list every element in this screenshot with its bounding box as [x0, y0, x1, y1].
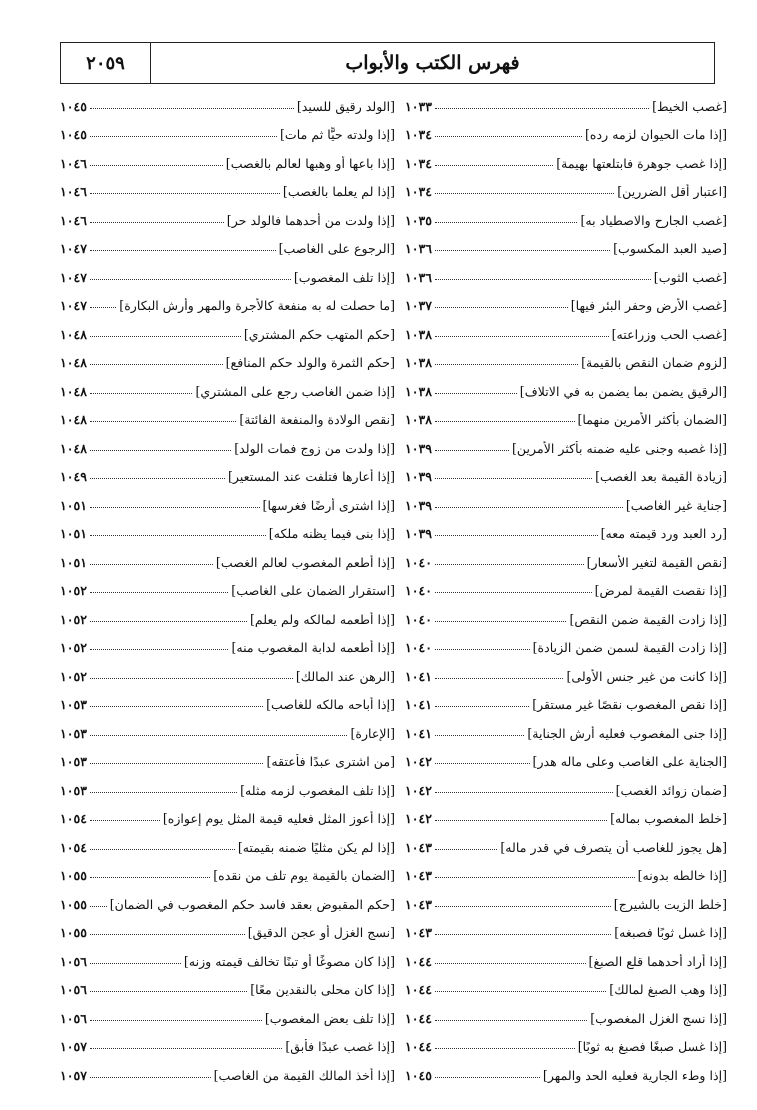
dot-leader [435, 706, 529, 707]
entry-title: [إذا ولدت من أحدهما فالولد حر] [226, 212, 395, 228]
index-entry [405, 520, 727, 549]
dot-leader [90, 1020, 262, 1021]
entry-title: [الرجوع على الغاصب] [278, 241, 395, 257]
entry-title: [إذا أعارها فتلفت عند المستعير] [228, 469, 395, 485]
entry-page-number: ١٠٣٨ [405, 355, 433, 371]
entry-title: [إذا غصبه وجنى عليه ضمنه بأكثر الأمرين] [512, 440, 727, 456]
index-entry [405, 292, 727, 321]
dot-leader [90, 1077, 211, 1078]
index-entry [405, 1004, 727, 1033]
entry-title: [إذا لم يكن مثليًا ضمنه بقيمته] [237, 839, 395, 855]
entry-title: [إذا مات الحيوان لزمه رده] [585, 127, 727, 143]
entry-title: [الإعارة] [350, 725, 395, 741]
entry-title: [الرقيق يضمن بما يضمن به في الاتلاف] [519, 383, 727, 399]
entry-title: [إذا ولدته حيًّا ثم مات] [280, 127, 395, 143]
entry-title: [الرهن عند المالك] [295, 668, 395, 684]
entry-page-number: ١٠٤١ [405, 725, 433, 741]
dot-leader [90, 820, 160, 821]
dot-leader [435, 336, 609, 337]
entry-page-number: ١٠٥٦ [60, 953, 88, 969]
dot-leader [90, 507, 259, 508]
index-entry [60, 292, 395, 321]
entry-page-number: ١٠٥٢ [60, 611, 88, 627]
dot-leader [435, 763, 529, 764]
dot-leader [90, 678, 293, 679]
page-title: فهرس الكتب والأبواب [345, 52, 520, 74]
entry-page-number: ١٠٥٧ [60, 1067, 88, 1083]
index-entry [405, 719, 727, 748]
entry-page-number: ١٠٥٥ [60, 925, 88, 941]
entry-title: [إذا زادت القيمة لسمن ضمن الزيادة] [532, 640, 727, 656]
index-entry [60, 1004, 395, 1033]
index-entry [405, 1061, 727, 1090]
entry-title: [إذا أباحه مالكه للغاصب] [266, 697, 395, 713]
dot-leader [435, 108, 649, 109]
index-entry [405, 263, 727, 292]
entry-title: [إذا أطعم المغصوب لعالم الغصب] [215, 554, 395, 570]
dot-leader [435, 421, 574, 422]
entry-title: [إذا ضمن الغاصب رجع على المشتري] [195, 383, 395, 399]
index-entry [60, 691, 395, 720]
dot-leader [90, 250, 276, 251]
entry-title: [نقص القيمة لتغير الأسعار] [586, 554, 727, 570]
index-entry [405, 178, 727, 207]
entry-page-number: ١٠٤٢ [405, 754, 433, 770]
index-entry [405, 92, 727, 121]
index-entry [60, 634, 395, 663]
entry-page-number: ١٠٥٣ [60, 782, 88, 798]
entry-page-number: ١٠٤٤ [405, 982, 433, 998]
entry-title: [إذا أعوز المثل فعليه قيمة المثل يوم إعوازه] [162, 811, 395, 827]
index-entry [60, 1061, 395, 1090]
entry-page-number: ١٠٤٥ [405, 1067, 433, 1083]
entry-page-number: ١٠٥٣ [60, 697, 88, 713]
entry-page-number: ١٠٤٠ [405, 611, 433, 627]
entry-title: [إذا وهب الصبغ لمالك] [609, 982, 727, 998]
index-entry [60, 320, 395, 349]
entry-title: [إذا اشترى أرضًا فغرسها] [262, 497, 395, 513]
entry-title: [حكم المتهب حكم المشتري] [243, 326, 395, 342]
entry-title: [إذا كان محلى بالنقدين معًا] [250, 982, 395, 998]
entry-title: [خلط المغصوب بماله] [610, 811, 727, 827]
entry-page-number: ١٠٤٧ [60, 241, 88, 257]
index-entry [60, 235, 395, 264]
entry-page-number: ١٠٥٢ [60, 640, 88, 656]
entry-page-number: ١٠٥٣ [60, 754, 88, 770]
dot-leader [90, 108, 294, 109]
dot-leader [90, 877, 210, 878]
index-entry [60, 92, 395, 121]
entry-title: [الولد رقيق للسيد] [296, 98, 395, 114]
index-entry [60, 463, 395, 492]
index-entry [60, 548, 395, 577]
entry-page-number: ١٠٤٢ [405, 782, 433, 798]
index-entry [60, 577, 395, 606]
entry-title: [إذا غسل صبغًا فصبغ به ثوبًا] [577, 1039, 727, 1055]
dot-leader [90, 792, 237, 793]
entry-page-number: ١٠٤٠ [405, 554, 433, 570]
index-column-left [60, 92, 395, 1090]
entry-title: [نقص الولادة والمنفعة الفائتة] [239, 412, 395, 428]
entry-page-number: ١٠٤٧ [60, 298, 88, 314]
dot-leader [435, 222, 577, 223]
dot-leader [435, 1020, 587, 1021]
index-entry [405, 577, 727, 606]
entry-page-number: ١٠٣٤ [405, 127, 433, 143]
entry-page-number: ١٠٥٤ [60, 839, 88, 855]
entry-title: [ما حصلت له به منفعة كالأجرة والمهر وأرش البكارة] [119, 298, 395, 314]
dot-leader [435, 1048, 575, 1049]
index-entry [405, 349, 727, 378]
dot-leader [90, 592, 228, 593]
dot-leader [435, 592, 592, 593]
index-entry [60, 1033, 395, 1062]
entry-page-number: ١٠٤٨ [60, 355, 88, 371]
entry-title: [غصب الثوب] [653, 269, 727, 285]
entry-title: [ضمان زوائد الغصب] [615, 782, 727, 798]
index-entry [405, 463, 727, 492]
index-entry [60, 719, 395, 748]
dot-leader [435, 250, 610, 251]
entry-page-number: ١٠٥١ [60, 554, 88, 570]
dot-leader [435, 849, 497, 850]
dot-leader [90, 621, 247, 622]
index-entry [60, 206, 395, 235]
entry-page-number: ١٠٣٩ [405, 469, 433, 485]
dot-leader [90, 849, 235, 850]
entry-page-number: ١٠٤٣ [405, 925, 433, 941]
dot-leader [90, 193, 280, 194]
entry-page-number: ١٠٤٣ [405, 839, 433, 855]
entry-title: [من اشترى عبدًا فأعتقه] [266, 754, 395, 770]
entry-page-number: ١٠٣٩ [405, 497, 433, 513]
index-entry [405, 121, 727, 150]
dot-leader [435, 307, 568, 308]
entry-page-number: ١٠٣٨ [405, 383, 433, 399]
dot-leader [90, 763, 263, 764]
entry-title: [جناية غير الغاصب] [625, 497, 727, 513]
entry-page-number: ١٠٣٥ [405, 212, 433, 228]
entry-title: [خلط الزيت بالشيرج] [613, 896, 727, 912]
entry-title: [إذا باعها أو وهبها لعالم بالغصب] [225, 155, 395, 171]
entry-page-number: ١٠٣٦ [405, 241, 433, 257]
index-entry [405, 434, 727, 463]
dot-leader [435, 735, 524, 736]
entry-page-number: ١٠٣٤ [405, 184, 433, 200]
entry-title: [إذا تلف المغصوب] [293, 269, 395, 285]
index-entry [405, 634, 727, 663]
dot-leader [435, 450, 509, 451]
dot-leader [435, 393, 517, 394]
index-entry [405, 605, 727, 634]
dot-leader [435, 678, 563, 679]
index-entry [405, 235, 727, 264]
entry-page-number: ١٠٤٠ [405, 640, 433, 656]
entry-title: [إذا أطعمه لدابة المغصوب منه] [231, 640, 395, 656]
entry-page-number: ١٠٥٦ [60, 1010, 88, 1026]
entry-page-number: ١٠٤٩ [60, 469, 88, 485]
dot-leader [435, 364, 578, 365]
index-entry [405, 662, 727, 691]
dot-leader [90, 307, 116, 308]
dot-leader [435, 934, 611, 935]
entry-title: [إذا نقص المغصوب نقصًا غير مستقر] [532, 697, 727, 713]
entry-page-number: ١٠٣٤ [405, 155, 433, 171]
index-entry [60, 377, 395, 406]
index-entry [405, 406, 727, 435]
entry-page-number: ١٠٥١ [60, 526, 88, 542]
index-entry [60, 605, 395, 634]
entry-title: [لزوم ضمان النقص بالقيمة] [581, 355, 727, 371]
entry-page-number: ١٠٤٦ [60, 184, 88, 200]
dot-leader [90, 279, 291, 280]
index-entry [60, 520, 395, 549]
entry-page-number: ١٠٤٨ [60, 383, 88, 399]
dot-leader [435, 165, 553, 166]
entry-page-number: ١٠٤٦ [60, 212, 88, 228]
entry-page-number: ١٠٤٠ [405, 583, 433, 599]
dot-leader [435, 478, 592, 479]
dot-leader [435, 877, 635, 878]
entry-page-number: ١٠٥٢ [60, 583, 88, 599]
entry-title: [إذا غصب جوهرة فابتلعتها بهيمة] [556, 155, 727, 171]
entry-title: [اعتبار أقل الضررين] [617, 184, 727, 200]
dot-leader [90, 934, 245, 935]
index-entry [405, 890, 727, 919]
index-entry [60, 947, 395, 976]
index-entry [405, 748, 727, 777]
entry-page-number: ١٠٤٨ [60, 440, 88, 456]
dot-leader [435, 507, 623, 508]
dot-leader [90, 564, 213, 565]
index-entry [405, 805, 727, 834]
entry-title: [غصب الأرض وحفر البئر فيها] [570, 298, 727, 314]
page-number: ٢٠٥٩ [61, 43, 151, 83]
index-entry [405, 947, 727, 976]
index-entry [405, 833, 727, 862]
entry-title: [غصب الجارح والاصطياد به] [580, 212, 727, 228]
entry-page-number: ١٠٤١ [405, 668, 433, 684]
dot-leader [90, 450, 231, 451]
entry-page-number: ١٠٣٣ [405, 98, 433, 114]
entry-page-number: ١٠٣٨ [405, 412, 433, 428]
entry-page-number: ١٠٥٥ [60, 896, 88, 912]
index-entry [60, 491, 395, 520]
entry-page-number: ١٠٤٨ [60, 326, 88, 342]
dot-leader [435, 906, 611, 907]
entry-title: [إذا وطء الجارية فعليه الحد والمهر] [542, 1067, 727, 1083]
entry-title: [إذا زادت القيمة ضمن النقص] [569, 611, 727, 627]
dot-leader [90, 963, 181, 964]
dot-leader [90, 706, 263, 707]
index-entry [60, 263, 395, 292]
entry-page-number: ١٠٣٨ [405, 326, 433, 342]
entry-page-number: ١٠٥٤ [60, 811, 88, 827]
dot-leader [435, 136, 582, 137]
dot-leader [90, 535, 266, 536]
entry-title: [صيد العبد المكسوب] [613, 241, 727, 257]
entry-page-number: ١٠٤٤ [405, 1039, 433, 1055]
index-entry [405, 491, 727, 520]
index-entry [60, 149, 395, 178]
page-header [60, 42, 715, 84]
dot-leader [90, 906, 107, 907]
entry-title: [إذا خالطه بدونه] [637, 868, 727, 884]
index-entry [60, 919, 395, 948]
dot-leader [435, 649, 530, 650]
entry-title: [نسج الغزل أو عجن الدقيق] [247, 925, 395, 941]
index-entry [60, 406, 395, 435]
dot-leader [90, 222, 224, 223]
entry-page-number: ١٠٥١ [60, 497, 88, 513]
index-column-right [405, 92, 727, 1090]
entry-page-number: ١٠٣٦ [405, 269, 433, 285]
dot-leader [90, 336, 241, 337]
index-entry [60, 121, 395, 150]
entry-title: [هل يجوز للغاصب أن يتصرف في قدر ماله] [500, 839, 727, 855]
index-entry [405, 377, 727, 406]
dot-leader [90, 421, 236, 422]
dot-leader [435, 535, 598, 536]
entry-title: [إذا لم يعلما بالغصب] [282, 184, 395, 200]
entry-title: [الضمان بالقيمة يوم تلف من نقده] [213, 868, 395, 884]
entry-page-number: ١٠٣٩ [405, 526, 433, 542]
entry-page-number: ١٠٤٢ [405, 811, 433, 827]
entry-page-number: ١٠٤٨ [60, 412, 88, 428]
entry-page-number: ١٠٤٥ [60, 98, 88, 114]
entry-title: [حكم الثمرة والولد حكم المنافع] [225, 355, 395, 371]
entry-page-number: ١٠٤٣ [405, 896, 433, 912]
dot-leader [435, 792, 613, 793]
dot-leader [90, 364, 223, 365]
index-entry [405, 206, 727, 235]
index-entry [405, 776, 727, 805]
entry-title: [إذا غسل ثوبًا فصبغه] [614, 925, 727, 941]
entry-title: [إذا نقصت القيمة لمرض] [594, 583, 727, 599]
entry-title: [زيادة القيمة بعد الغصب] [595, 469, 727, 485]
index-entry [60, 662, 395, 691]
entry-page-number: ١٠٤٧ [60, 269, 88, 285]
entry-page-number: ١٠٤٣ [405, 868, 433, 884]
entry-page-number: ١٠٥٥ [60, 868, 88, 884]
index-entry [60, 805, 395, 834]
dot-leader [90, 393, 192, 394]
entry-title: [غصب الخيط] [652, 98, 727, 114]
index-entry [405, 919, 727, 948]
entry-title: [رد العبد ورد قيمته معه] [600, 526, 727, 542]
dot-leader [90, 649, 228, 650]
dot-leader [90, 136, 277, 137]
entry-page-number: ١٠٥٢ [60, 668, 88, 684]
index-entry [405, 1033, 727, 1062]
dot-leader [435, 991, 606, 992]
entry-page-number: ١٠٤٤ [405, 1010, 433, 1026]
dot-leader [90, 735, 347, 736]
entry-title: [إذا أخذ المالك القيمة من الغاصب] [213, 1067, 395, 1083]
entry-page-number: ١٠٤٦ [60, 155, 88, 171]
entry-title: [إذا ولدت من زوج فمات الولد] [234, 440, 395, 456]
dot-leader [435, 564, 584, 565]
entry-title: [إذا تلف بعض المغصوب] [264, 1010, 395, 1026]
entry-title: [إذا كانت من غير جنس الأولى] [566, 668, 727, 684]
entry-page-number: ١٠٥٧ [60, 1039, 88, 1055]
entry-title: [إذا بنى فيما يظنه ملكه] [268, 526, 395, 542]
dot-leader [435, 1077, 540, 1078]
dot-leader [435, 963, 585, 964]
index-entry [405, 862, 727, 891]
dot-leader [90, 478, 225, 479]
entry-page-number: ١٠٥٣ [60, 725, 88, 741]
entry-title: [إذا نسج الغزل المغصوب] [590, 1010, 727, 1026]
entry-page-number: ١٠٣٩ [405, 440, 433, 456]
entry-page-number: ١٠٣٧ [405, 298, 433, 314]
index-entry [60, 349, 395, 378]
index-entry [405, 548, 727, 577]
entry-title: [إذا تلف المغصوب لزمه مثله] [240, 782, 395, 798]
index-entry [60, 890, 395, 919]
entry-page-number: ١٠٤٥ [60, 127, 88, 143]
index-entry [405, 691, 727, 720]
dot-leader [435, 279, 651, 280]
index-entry [405, 320, 727, 349]
entry-title: [الجناية على الغاصب وعلى ماله هدر] [532, 754, 727, 770]
entry-page-number: ١٠٥٦ [60, 982, 88, 998]
dot-leader [435, 820, 607, 821]
entry-title: [إذا كان مصوغًا أو تبنًا تخالف قيمته وزنه] [183, 953, 395, 969]
entry-title: [غصب الحب وزراعته] [611, 326, 727, 342]
entry-page-number: ١٠٤١ [405, 697, 433, 713]
entry-title: [استقرار الضمان على الغاصب] [231, 583, 395, 599]
entry-title: [إذا أراد أحدهما قلع الصبغ] [588, 953, 727, 969]
index-entry [60, 178, 395, 207]
index-entry [60, 748, 395, 777]
index-entry [60, 862, 395, 891]
index-entry [60, 833, 395, 862]
index-entry [405, 976, 727, 1005]
dot-leader [435, 193, 614, 194]
entry-title: [إذا أطعمه لمالكه ولم يعلم] [249, 611, 395, 627]
dot-leader [90, 991, 247, 992]
entry-page-number: ١٠٤٤ [405, 953, 433, 969]
index-entry [60, 776, 395, 805]
entry-title: [إذا جنى المغصوب فعليه أرش الجناية] [527, 725, 727, 741]
entry-title: [إذا غصب عبدًا فأبق] [285, 1039, 395, 1055]
entry-title: [الضمان بأكثر الأمرين منهما] [577, 412, 727, 428]
dot-leader [90, 165, 223, 166]
dot-leader [435, 621, 566, 622]
dot-leader [90, 1048, 282, 1049]
index-entry [405, 149, 727, 178]
index-entry [60, 976, 395, 1005]
index-entry [60, 434, 395, 463]
entry-title: [حكم المقبوض بعقد فاسد حكم المغصوب في الضمان] [109, 896, 395, 912]
